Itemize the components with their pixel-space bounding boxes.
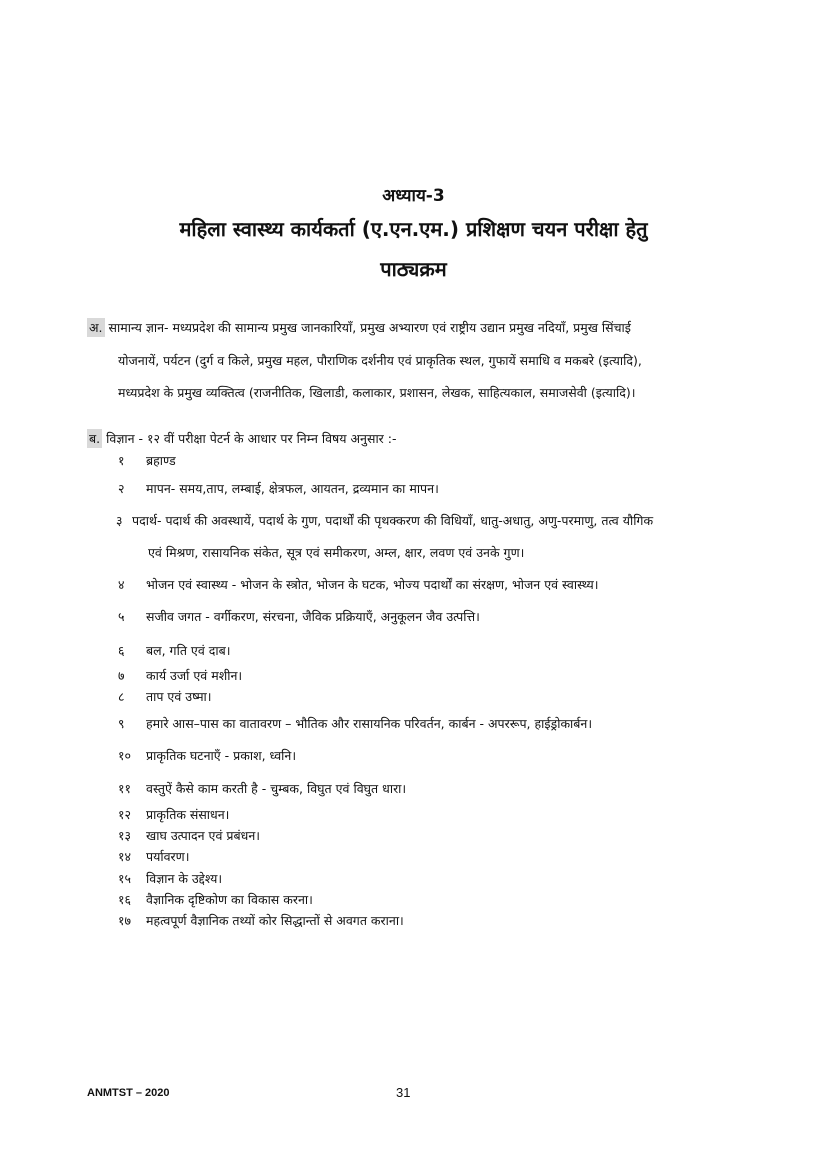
item-text: ताप एवं उष्मा। [146,689,212,704]
list-item [118,912,404,929]
list-item [118,891,313,908]
item-text: बल, गति एवं दाब। [146,643,231,658]
section-b-marker: ब. [89,431,101,446]
item-number: ७ [118,668,125,683]
list-item [116,512,653,529]
list-item [118,688,212,705]
footer-exam-code: ANMTST – 2020 [87,1087,170,1099]
list-item [118,870,222,887]
item-text: महत्वपूर्ण वैज्ञानिक तथ्यों कोर सिद्धान्तों से अवगत कराना। [146,913,404,928]
list-item [118,608,480,625]
section-a-line-2: योजनायें, पर्यटन (दुर्ग व किले, प्रमुख महल, पौराणिक दर्शनीय एवं प्राकृतिक स्थल, गुफायें समाधि व मकबरे (इत्यादि), [118,353,642,368]
item-number: ६ [118,643,125,658]
item-text: वस्तुऐं कैसे काम करती है - चुम्बक, विघुत एवं विघुत धारा। [146,781,407,796]
section-b-heading [87,429,397,448]
list-item [118,806,229,823]
list-item [118,715,592,732]
item-number: ८ [118,689,125,704]
item-text: पदार्थ- पदार्थ की अवस्थायें, पदार्थ के गुण, पदार्थों की पृथक्करण की विधियाँ, धातु-अधातु, अणु-परमाणु, तत्व यौगिक [132,513,654,528]
list-item [118,480,439,497]
item-number: ९ [118,716,125,731]
item-text: प्राकृतिक घटनाएँ - प्रकाश, ध्वनि। [146,748,297,763]
item-text: विज्ञान के उद्देश्य। [146,871,223,886]
chapter-heading: अध्याय-3 [382,186,445,206]
page-title-line-2: पाठ्यक्रम [380,257,447,281]
item-number: ३ [116,513,123,528]
list-item [118,747,296,764]
item-text: प्राकृतिक संसाधन। [146,807,230,822]
list-item [118,667,242,684]
item-text: ब्रहाण्ड [146,453,176,468]
item-text: कार्य उर्जा एवं मशीन। [146,668,243,683]
item-number: १५ [118,871,132,886]
list-item [118,848,189,865]
item-number: ५ [118,609,125,624]
item-text: पर्यावरण। [146,849,190,864]
page-title-line-1: महिला स्वास्थ्य कार्यकर्ता (ए.एन.एम.) प्रशिक्षण चयन परीक्षा हेतु [179,217,648,241]
item-number: ११ [118,781,132,796]
page-number: 31 [396,1085,411,1100]
section-a-line-3: मध्यप्रदेश के प्रमुख व्यक्तित्व (राजनीतिक, खिलाडी, कलाकार, प्रशासन, लेखक, साहित्यकाल, समाजसेवी (इत्यादि)। [118,385,636,400]
item-number: १० [118,748,132,763]
item-number: १६ [118,892,132,907]
item-text: मापन- समय,ताप, लम्बाई, क्षेत्रफल, आयतन, द्रव्यमान का मापन। [146,481,439,496]
section-a-text-1: सामान्य ज्ञान- मध्यप्रदेश की सामान्य प्रमुख जानकारियाँ, प्रमुख अभ्यारण एवं राष्ट्रीय उद्यान प्रमुख नदियाँ, प्रमुख सिंचाई [108,320,631,335]
item-number: ४ [118,577,125,592]
item-number: १ [118,453,125,468]
list-item [118,780,406,797]
list-item [118,452,176,469]
item-number: १७ [118,913,132,928]
item-text: खाघ उत्पादन एवं प्रबंधन। [146,828,261,843]
item-text: सजीव जगत - वर्गीकरण, संरचना, जैविक प्रक्रियाएँ, अनुकूलन जैव उत्पत्ति। [146,609,480,624]
list-item [118,576,599,593]
section-b-heading-text: विज्ञान - १२ वीं परीक्षा पेटर्न के आधार पर निम्न विषय अनुसार :- [106,431,397,446]
item-continuation: एवं मिश्रण, रासायनिक संकेत, सूत्र एवं समीकरण, अम्ल, क्षार, लवण एवं उनके गुण। [148,545,525,560]
item-number: २ [118,481,125,496]
item-text: भोजन एवं स्वास्थ्य - भोजन के स्त्रोत, भोजन के घटक, भोज्य पदार्थों का संरक्षण, भोजन एवं स्वास्थ्य। [146,577,599,592]
item-number: १४ [118,849,132,864]
list-item [118,827,260,844]
section-a-line-1 [87,318,631,337]
item-text: वैज्ञानिक दृष्टिकोण का विकास करना। [146,892,313,907]
list-item [118,642,231,659]
item-number: १२ [118,807,132,822]
item-number: १३ [118,828,132,843]
item-text: हमारे आस–पास का वातावरण – भौतिक और रासायनिक परिवर्तन, कार्बन - अपररूप, हाईड्रोकार्बन। [146,716,593,731]
section-a-marker: अ. [89,320,103,335]
